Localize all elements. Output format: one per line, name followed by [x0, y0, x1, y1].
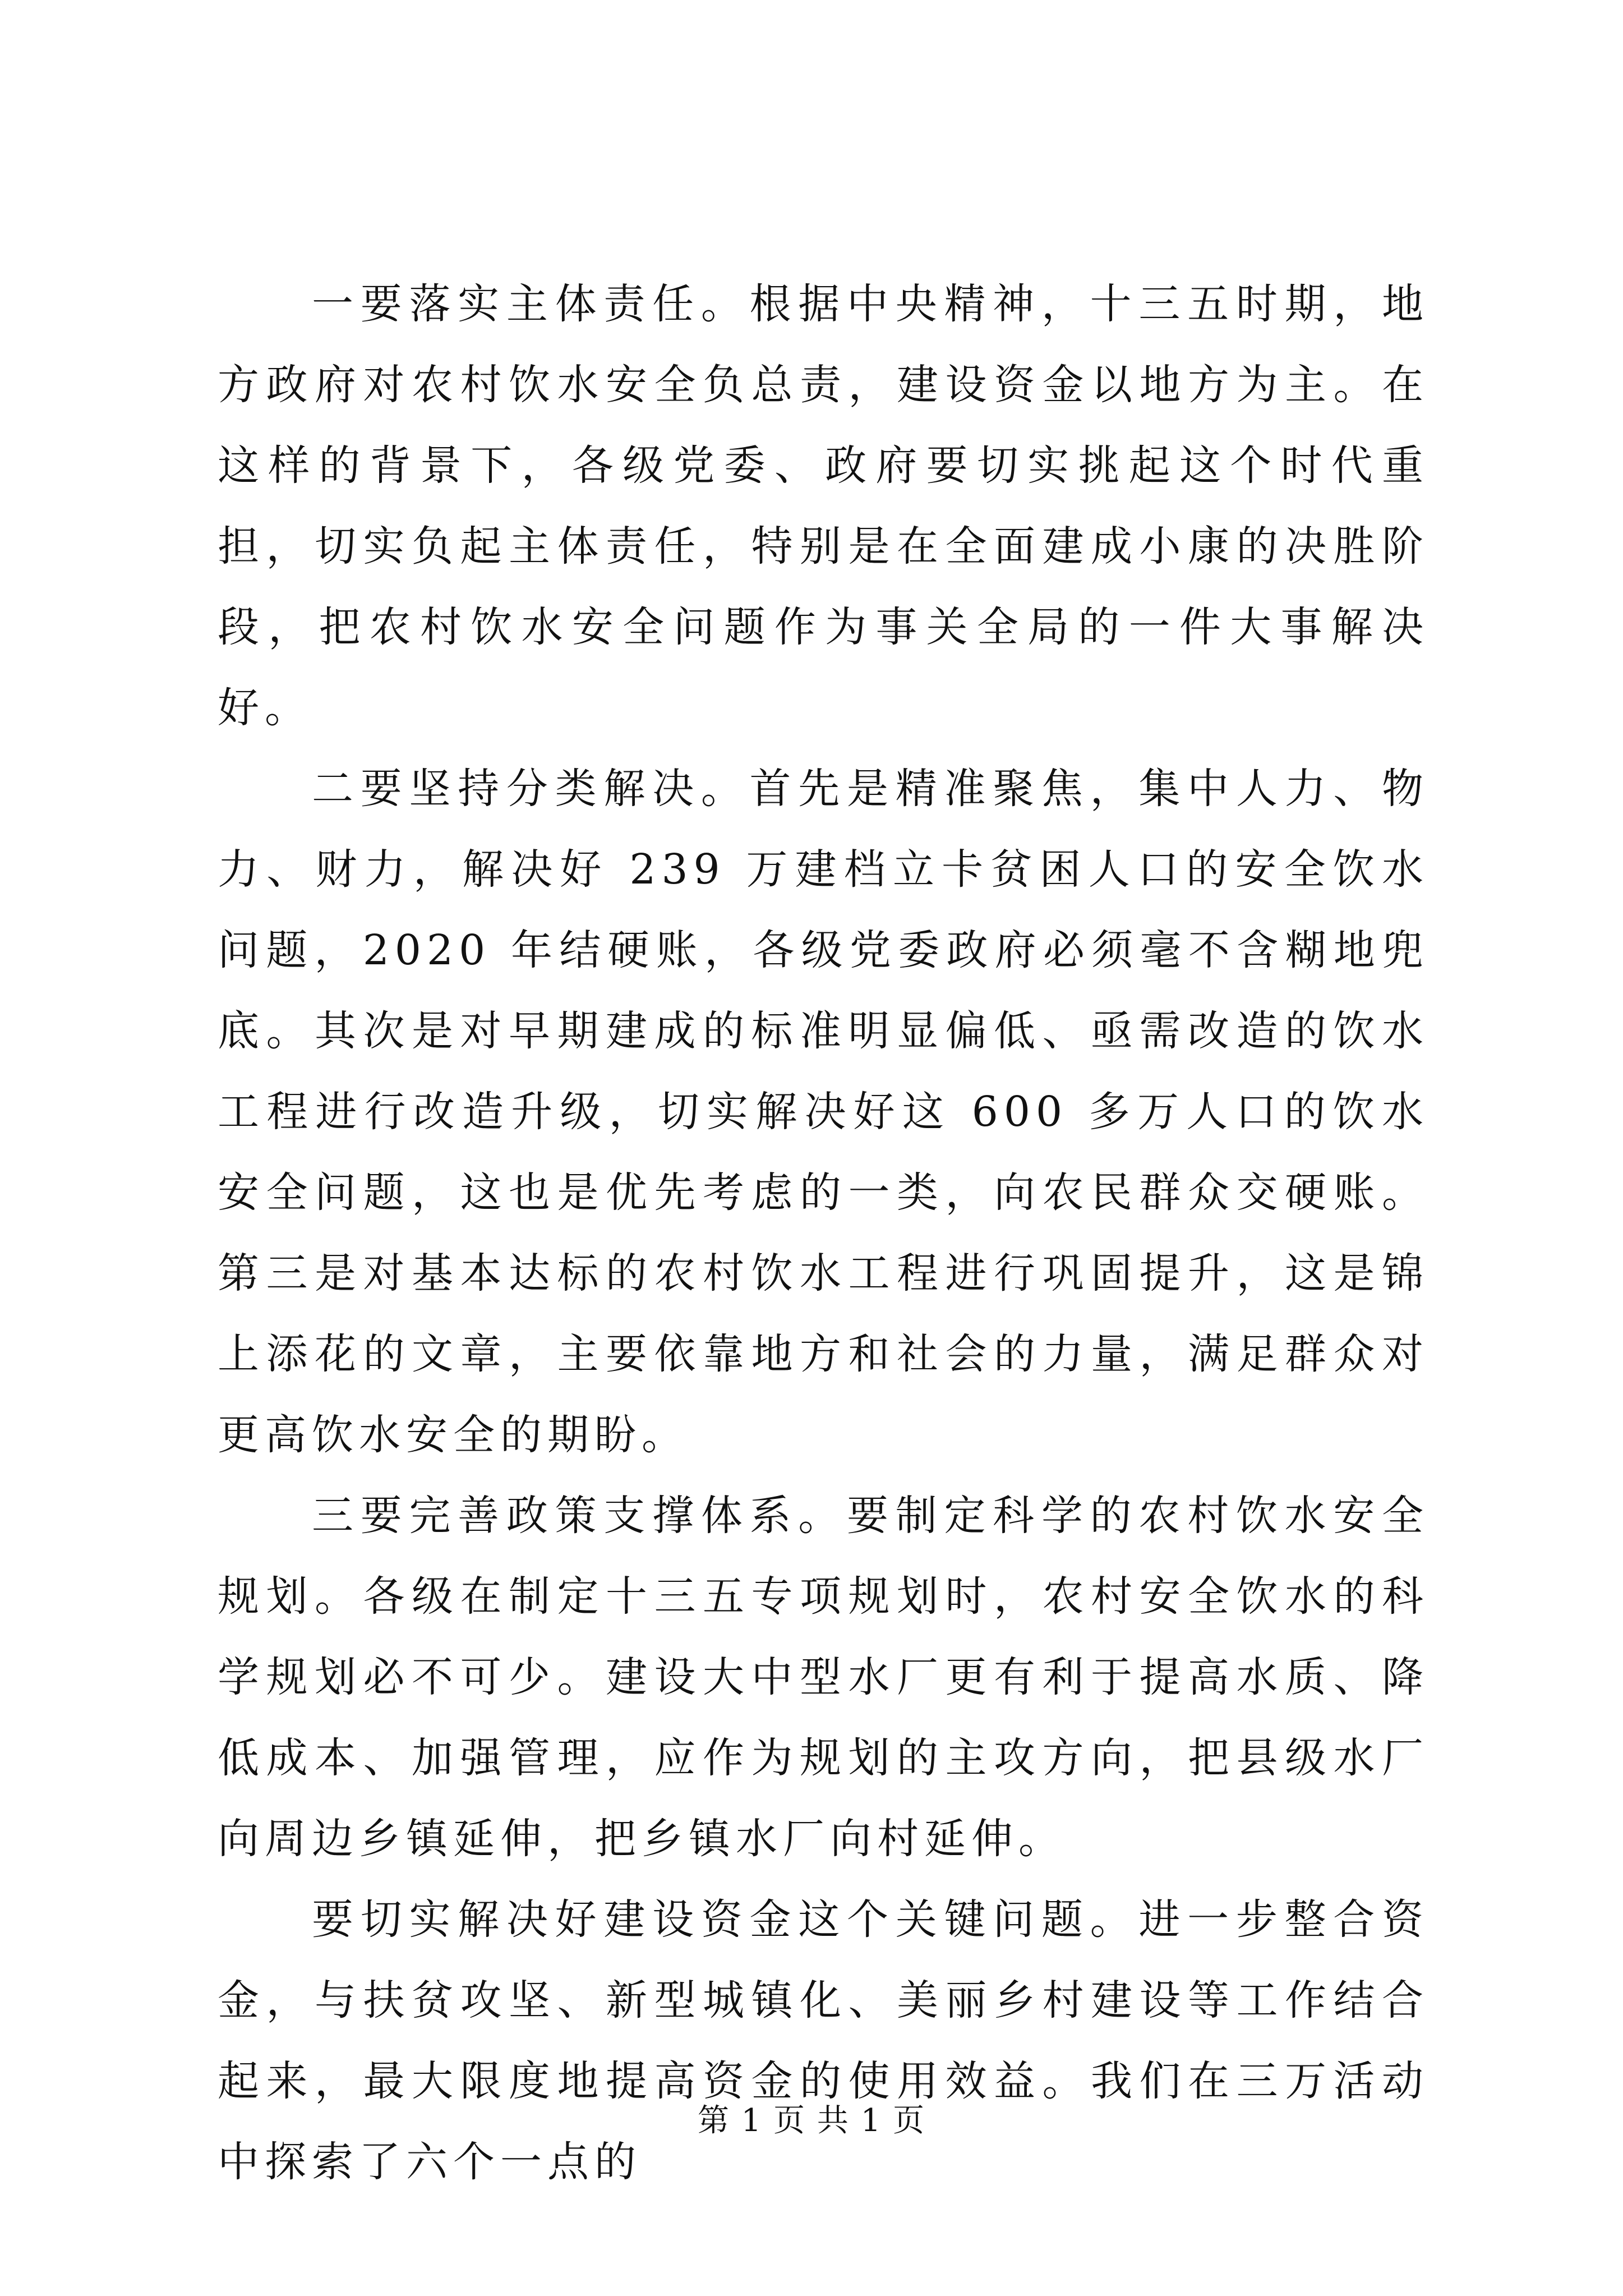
- paragraph-2: 二要坚持分类解决。首先是精准聚焦，集中人力、物力、财力，解决好 239 万建档立卡贫困人口的安全饮水问题，2020 年结硬账，各级党委政府必须毫不含糊地兜底。其次是对早期建成的标准明显偏低、亟需改造的饮水工程进行改造升级，切实解决好这 600 多万人口的饮水安全问题，这也是优先考虑的一类，向农民群众交硬账。第三是对基本达标的农村饮水工程进行巩固提升，这是锦上添花的文章，主要依靠地方和社会的力量，满足群众对更高饮水安全的期盼。: [218, 765, 1429, 1459]
- page-number-footer: 第 1 页 共 1 页: [697, 2102, 926, 2139]
- paragraph-4: 要切实解决好建设资金这个关键问题。进一步整合资金，与扶贫攻坚、新型城镇化、美丽乡村建设等工作结合起来，最大限度地提高资金的使用效益。我们在三万活动中探索了六个一点的: [218, 1895, 1429, 2186]
- paragraph-3: 三要完善政策支撑体系。要制定科学的农村饮水安全规划。各级在制定十三五专项规划时，农村安全饮水的科学规划必不可少。建设大中型水厂更有利于提高水质、降低成本、加强管理，应作为规划的主攻方向，把县级水厂向周边乡镇延伸，把乡镇水厂向村延伸。: [218, 1492, 1429, 1863]
- paragraph-1: 一要落实主体责任。根据中央精神，十三五时期，地方政府对农村饮水安全负总责，建设资金以地方为主。在这样的背景下，各级党委、政府要切实挑起这个时代重担，切实负起主体责任，特别是在全面建成小康的决胜阶段，把农村饮水安全问题作为事关全局的一件大事解决好。: [218, 280, 1429, 732]
- document-body: [218, 264, 1429, 2202]
